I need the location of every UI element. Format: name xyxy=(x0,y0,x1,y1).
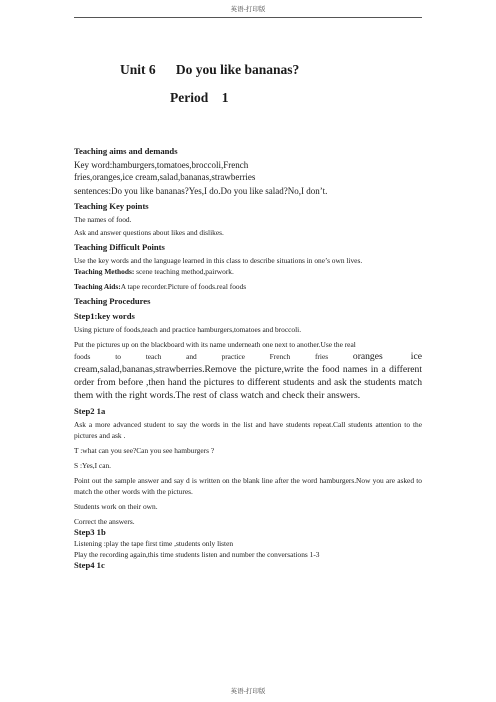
step1-heading: Step1:key words xyxy=(74,311,135,321)
step1-line-3 xyxy=(74,350,422,363)
sentences-line: sentences:Do you like bananas?Yes,I do.Do you like salad?No,I don’t. xyxy=(74,186,328,196)
difficult-points-text: Use the key words and the language learned in this class to describe situations in one’s own lives. xyxy=(74,256,363,265)
key-points-item-1: The names of food. xyxy=(74,215,132,224)
step2-line-2: Point out the sample answer and say d is written on the blank line after the word hamburgers.Now you are asked to match the other words with the pictures. xyxy=(74,476,422,496)
step2-heading: Step2 1a xyxy=(74,406,106,416)
step2-line-1: Ask a more advanced student to say the words in the list and have students repeat.Call students attention to the pictures and ask . xyxy=(74,420,422,440)
methods-text: scene teaching method,pairwork. xyxy=(134,267,234,276)
step2-student-line: S :Yes,I can. xyxy=(74,461,112,470)
key-points-item-2: Ask and answer questions about likes and dislikes. xyxy=(74,228,224,237)
key-points-heading: Teaching Key points xyxy=(74,201,149,211)
step1-line-3b: oranges ice xyxy=(352,351,422,362)
step1-line-1: Using picture of foods,teach and practice hamburgers,tomatoes and broccoli. xyxy=(74,325,302,334)
aids-label: Teaching Aids: xyxy=(74,282,121,291)
step1-line-2: Put the pictures up on the blackboard with its name underneath one next to another.Use the real xyxy=(74,340,356,349)
step4-heading: Step4 1c xyxy=(74,560,105,570)
page-footer: 英语-打印版 xyxy=(230,688,266,695)
key-word-line-1: Key word:hamburgers,tomatoes,broccoli,French xyxy=(74,160,249,170)
methods-line xyxy=(74,266,422,277)
document-body xyxy=(74,62,422,571)
difficult-points-heading: Teaching Difficult Points xyxy=(74,242,165,252)
methods-label: Teaching Methods: xyxy=(74,267,135,276)
period-title: Period 1 xyxy=(170,90,229,105)
step3-line-2: Play the recording again,this time students listen and number the conversations 1-3 xyxy=(74,550,320,559)
step1-line-3a: foods to teach and practice French fries xyxy=(74,352,329,361)
unit-title: Unit 6 Do you like bananas? xyxy=(120,62,300,77)
aids-line xyxy=(74,281,422,292)
step3-line-1: Listening :play the tape first time ,students only listen xyxy=(74,539,234,548)
key-word-line-2: fries,oranges,ice cream,salad,bananas,strawberries xyxy=(74,172,256,182)
step2-line-3: Students work on their own. xyxy=(74,502,158,511)
step3-heading: Step3 1b xyxy=(74,527,106,537)
header-rule xyxy=(74,17,422,18)
step2-line-4: Correct the answers. xyxy=(74,517,135,526)
aims-heading: Teaching aims and demands xyxy=(74,146,178,156)
aids-text: A tape recorder.Picture of foods.real foods xyxy=(120,282,247,291)
step1-line-4: cream,salad,bananas,strawberries.Remove the picture,write the food names in a different order from before ,then hand the pictures to different students and ask the students match them with the right words.The rest of class watch and check their answers. xyxy=(74,364,422,401)
page-header: 英语-打印版 xyxy=(230,6,266,13)
procedures-heading: Teaching Procedures xyxy=(74,296,151,306)
step2-teacher-line: T :what can you see?Can you see hamburgers ? xyxy=(74,446,215,455)
